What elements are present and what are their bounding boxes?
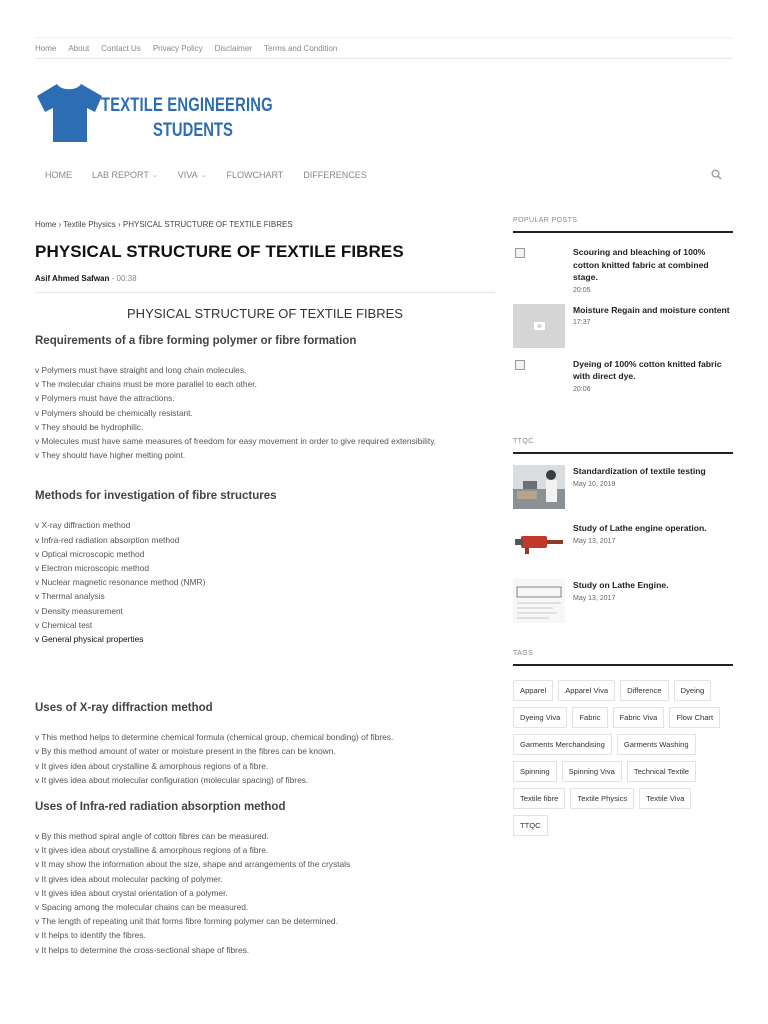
list-item: v Infra-red radiation absorption method [35, 534, 180, 545]
tags-widget [513, 650, 733, 836]
nav-label: LAB REPORT [92, 170, 149, 180]
top-link-privacy[interactable]: Privacy Policy [152, 43, 203, 53]
tag-link[interactable]: Apparel [513, 680, 553, 701]
tag-link[interactable]: Spinning [513, 761, 557, 782]
list-item: v Density measurement [35, 605, 123, 616]
list-item: v It gives idea about crystalline & amorphous regions of a fibre. [35, 760, 269, 771]
nav-item-flowchart[interactable] [216, 170, 293, 180]
list-item: v It may show the information about the size, shape and arrangements of the crystals [35, 859, 351, 870]
nav-label: FLOWCHART [226, 170, 284, 180]
top-link-disclaimer[interactable]: Disclaimer [214, 43, 252, 53]
bullet-list [35, 518, 495, 646]
main-nav [35, 160, 732, 190]
list-item: v Spacing among the molecular chains can be measured. [35, 902, 249, 913]
nav-item-lab-report[interactable] [82, 170, 168, 180]
post-title-link[interactable]: Study on Lathe Engine. [573, 580, 669, 590]
widget-title: POPULAR POSTS [513, 217, 733, 233]
image-placeholder[interactable] [513, 304, 565, 348]
list-item: v Polymers should be chemically resistant. [35, 407, 193, 418]
list-item: v It gives idea about crystalline & amorphous regions of a fibre. [35, 845, 269, 856]
nav-item-viva[interactable] [168, 170, 217, 180]
site-logo[interactable] [35, 82, 321, 144]
post-thumbnail[interactable] [513, 465, 565, 509]
article-heading: PHYSICAL STRUCTURE OF TEXTILE FIBRES [127, 306, 403, 321]
tag-link[interactable]: Flow Chart [669, 707, 720, 728]
post-thumbnail[interactable] [513, 522, 565, 566]
list-item: v Chemical test [35, 619, 93, 630]
list-item: v Molecules must have same measures of freedom for easy movement in order to give required extensibility. [35, 436, 437, 447]
post-time: 20:06 [573, 385, 591, 393]
search-icon[interactable] [711, 169, 722, 180]
post-time: 20:05 [573, 286, 591, 294]
top-link-terms[interactable]: Terms and Condition [263, 43, 338, 53]
nav-item-home[interactable] [35, 170, 82, 180]
page-title: PHYSICAL STRUCTURE OF TEXTILE FIBRES [35, 242, 404, 261]
list-item: v It gives idea about crystal orientation of a polymer. [35, 887, 228, 898]
tag-link[interactable]: Garments Merchandising [513, 734, 612, 755]
logo-line-1: TEXTILE ENGINEERING [101, 95, 273, 116]
section-heading: Uses of Infra-red radiation absorption method [35, 801, 286, 814]
section-heading: Uses of X-ray diffraction method [35, 702, 213, 715]
post-title-link[interactable]: Study of Lathe engine operation. [573, 523, 707, 533]
popular-post-item[interactable] [513, 246, 733, 294]
tag-link[interactable]: Difference [620, 680, 668, 701]
logo-line-2: STUDENTS [153, 120, 233, 141]
list-item: v It gives idea about molecular packing of polymer. [35, 873, 223, 884]
list-item: v Nuclear magnetic resonance method (NMR) [35, 577, 206, 588]
post-time: 17:37 [573, 319, 591, 327]
post-title-link[interactable]: Standardization of textile testing [573, 466, 706, 476]
ttqc-post-item[interactable] [513, 579, 733, 623]
popular-posts-widget [513, 217, 733, 402]
top-link-home[interactable]: Home [35, 43, 57, 53]
tag-link[interactable]: Textile Viva [639, 788, 691, 809]
list-item: v Polymers must have the attractions. [35, 393, 175, 404]
list-item: v This method helps to determine chemical formula (chemical group, chemical bonding) of fibres. [35, 732, 394, 743]
nav-label: VIVA [177, 170, 198, 180]
list-item: v The length of repeating unit that forms fibre forming polymer can be determined. [35, 916, 338, 927]
tag-cloud [513, 680, 729, 836]
breadcrumb[interactable]: Home › Textile Physics › PHYSICAL STRUCTURE OF TEXTILE FIBRES [35, 220, 293, 229]
popular-post-item[interactable] [513, 304, 733, 348]
tag-link[interactable]: Fabric Viva [613, 707, 665, 728]
bullet-list [35, 363, 495, 462]
post-title-link[interactable]: Moisture Regain and moisture content [573, 304, 730, 315]
tag-link[interactable]: Dyeing Viva [513, 707, 567, 728]
post-title-link[interactable]: Scouring and bleaching of 100% cotton knitted fabric at combined stage. [573, 247, 709, 283]
tag-link[interactable]: Textile Physics [570, 788, 634, 809]
widget-title: TAGS [513, 650, 733, 666]
list-item: v It helps to determine the cross-sectional shape of fibres. [35, 944, 250, 955]
list-item: v By this method amount of water or moisture present in the fibres can be known. [35, 746, 336, 757]
list-item: v X-ray diffraction method [35, 520, 131, 531]
widget-title: TTQC [513, 438, 733, 454]
nav-label: DIFFERENCES [303, 170, 367, 180]
article [35, 220, 495, 957]
chevron-down-icon: ⌄ [151, 172, 158, 179]
post-meta [35, 274, 495, 293]
post-date: May 10, 2019 [573, 480, 616, 488]
tag-link[interactable]: Fabric [572, 707, 607, 728]
section-heading: Methods for investigation of fibre structures [35, 490, 277, 503]
top-links-bar [35, 37, 732, 59]
chevron-down-icon: ⌄ [200, 172, 207, 179]
post-title-link[interactable]: Dyeing of 100% cotton knitted fabric with direct dye. [573, 358, 722, 382]
list-item: v Thermal analysis [35, 591, 105, 602]
tag-link[interactable]: TTQC [513, 815, 548, 836]
tag-link[interactable]: Garments Washing [617, 734, 696, 755]
tag-link[interactable]: Textile fibre [513, 788, 565, 809]
tag-link[interactable]: Dyeing [674, 680, 712, 701]
post-date: May 13, 2017 [573, 594, 616, 602]
broken-image-icon[interactable] [513, 358, 565, 402]
bullet-list [35, 829, 495, 957]
tshirt-icon [35, 82, 103, 144]
ttqc-post-item[interactable] [513, 465, 733, 509]
section-heading: Requirements of a fibre forming polymer or fibre formation [35, 335, 357, 347]
list-item: v Optical microscopic method [35, 548, 145, 559]
top-link-contact[interactable]: Contact Us [101, 43, 141, 53]
ttqc-post-item[interactable] [513, 522, 733, 566]
list-item: v The molecular chains must be more parallel to each other. [35, 379, 257, 390]
list-item: v By this method spiral angle of cotton fibres can be measured. [35, 831, 269, 842]
list-item: v General physical properties [35, 634, 144, 645]
list-item: v They should have higher melting point. [35, 450, 186, 461]
list-item: v Polymers must have straight and long chain molecules. [35, 365, 247, 375]
camera-icon [513, 304, 565, 348]
list-item: v It gives idea about molecular configuration (molecular spacing) of fibres. [35, 774, 309, 785]
nav-label: HOME [45, 170, 72, 180]
list-item: v They should be hydrophilic. [35, 421, 144, 432]
tag-link[interactable]: Technical Textile [627, 761, 696, 782]
tag-link[interactable]: Spinning Viva [562, 761, 622, 782]
tag-link[interactable]: Apparel Viva [558, 680, 615, 701]
bullet-list [35, 730, 495, 787]
post-date: May 13, 2017 [573, 537, 616, 545]
popular-post-item[interactable] [513, 358, 733, 402]
top-link-about[interactable]: About [68, 43, 90, 53]
broken-image-icon[interactable] [513, 246, 565, 290]
nav-item-differences[interactable] [293, 170, 377, 180]
post-time: - 00:38 [111, 274, 137, 283]
author-link[interactable]: Asif Ahmed Safwan [35, 274, 110, 283]
post-thumbnail[interactable] [513, 579, 565, 623]
list-item: v Electron microscopic method [35, 563, 150, 574]
list-item: v It helps to identify the fibres. [35, 930, 146, 941]
ttqc-widget [513, 438, 733, 623]
